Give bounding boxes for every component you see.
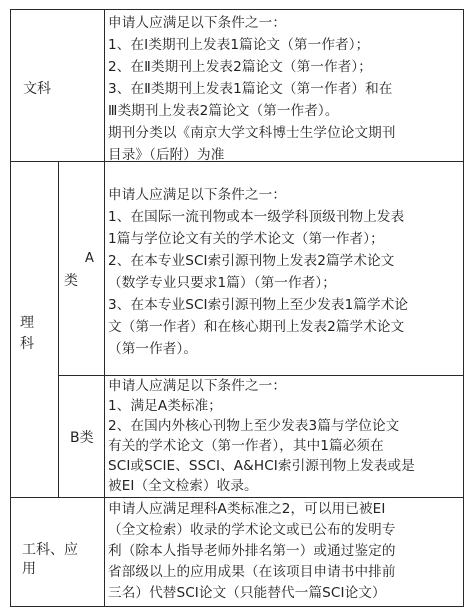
- gongke-line-2: 利（除本人指导老师外排名第一）或通过鉴定的: [108, 543, 396, 559]
- table-border-bottom: [10, 606, 464, 607]
- row-divider-wenke-like: [10, 161, 464, 162]
- like-a-line-6: 文（第一作者）和在核心期刊上发表2篇学术论文: [108, 319, 405, 335]
- like-a-line-7: （第一作者）。: [108, 341, 198, 357]
- wenke-line-6: 目录》（后附）为准: [108, 147, 225, 163]
- gongke-line-3: 省部级以上的应用成果（在该项目申请书中排前: [108, 564, 396, 580]
- like-a-line-1: 1、在国际一流刊物或本一级学科顶级刊物上发表: [108, 209, 405, 225]
- like-a-line-5: 3、在本专业SCI索引源刊物上至少发表1篇学术论: [108, 297, 409, 313]
- sublabel-b: B类: [70, 430, 94, 446]
- like-a-line-2: 1篇与学位论文有关的学术论文（第一作者）；: [108, 231, 384, 247]
- wenke-line-3: 3、在Ⅱ类期刊上发表1篇论文（第一作者）和在: [108, 81, 393, 97]
- row-divider-like-gongke: [10, 497, 464, 498]
- like-b-line-5: 被EI（全文检索）收录。: [108, 478, 258, 494]
- row-label-gongke-line2: 用: [22, 561, 36, 577]
- like-a-line-3: 2、在本专业SCI索引源刊物上发表2篇学术论文: [108, 253, 395, 269]
- sublabel-a-letter: A: [85, 251, 94, 266]
- like-a-line-4: （数学专业只要求1篇）（第一作者）；: [108, 275, 336, 291]
- like-b-line-1: 1、满足A类标准；: [108, 398, 223, 414]
- table-border-right: [463, 9, 464, 607]
- table-border-top: [10, 9, 464, 10]
- wenke-line-5: 期刊分类以《南京大学文科博士生学位论文期刊: [108, 125, 396, 141]
- gongke-line-0: 申请人应满足理科A类标准之2，可以用已被EI: [108, 501, 386, 517]
- gongke-line-4: 三名）代替SCI论文（只能替代一篇SCI论文）: [108, 585, 386, 601]
- like-a-line-0: 申请人应满足以下条件之一：: [108, 187, 287, 203]
- wenke-line-0: 申请人应满足以下条件之一：: [108, 15, 287, 31]
- like-b-line-0: 申请人应满足以下条件之一：: [108, 378, 287, 394]
- like-b-line-2: 2、在国内外核心刊物上至少发表3篇与学位论文: [108, 418, 400, 434]
- wenke-line-4: Ⅲ类期刊上发表2篇论文（第一作者）。: [108, 103, 339, 119]
- row-label-like-char1: 理: [20, 315, 34, 331]
- row-label-gongke-line1: 工科、应: [22, 542, 78, 558]
- row-divider-a-b: [58, 375, 464, 376]
- row-label-wenke: 文科: [23, 81, 51, 97]
- like-b-line-3: 有关的学术论文（第一作者），其中1篇必须在: [108, 438, 384, 454]
- sublabel-a-lei: 类: [64, 273, 78, 289]
- table-border-left: [10, 9, 11, 607]
- col-divider-sub: [58, 161, 59, 498]
- wenke-line-1: 1、在Ⅰ类期刊上发表1篇论文（第一作者）；: [108, 37, 370, 53]
- like-b-line-4: SCI或SCIE、SSCI、A&HCI索引源刊物上发表或是: [108, 458, 415, 474]
- row-label-like-char2: 科: [20, 336, 34, 352]
- gongke-line-1: （全文检索）收录的学术论文或已公布的发明专: [108, 522, 396, 538]
- wenke-line-2: 2、在Ⅱ类期刊上发表2篇论文（第一作者）；: [108, 59, 372, 75]
- col-divider-main: [104, 9, 105, 607]
